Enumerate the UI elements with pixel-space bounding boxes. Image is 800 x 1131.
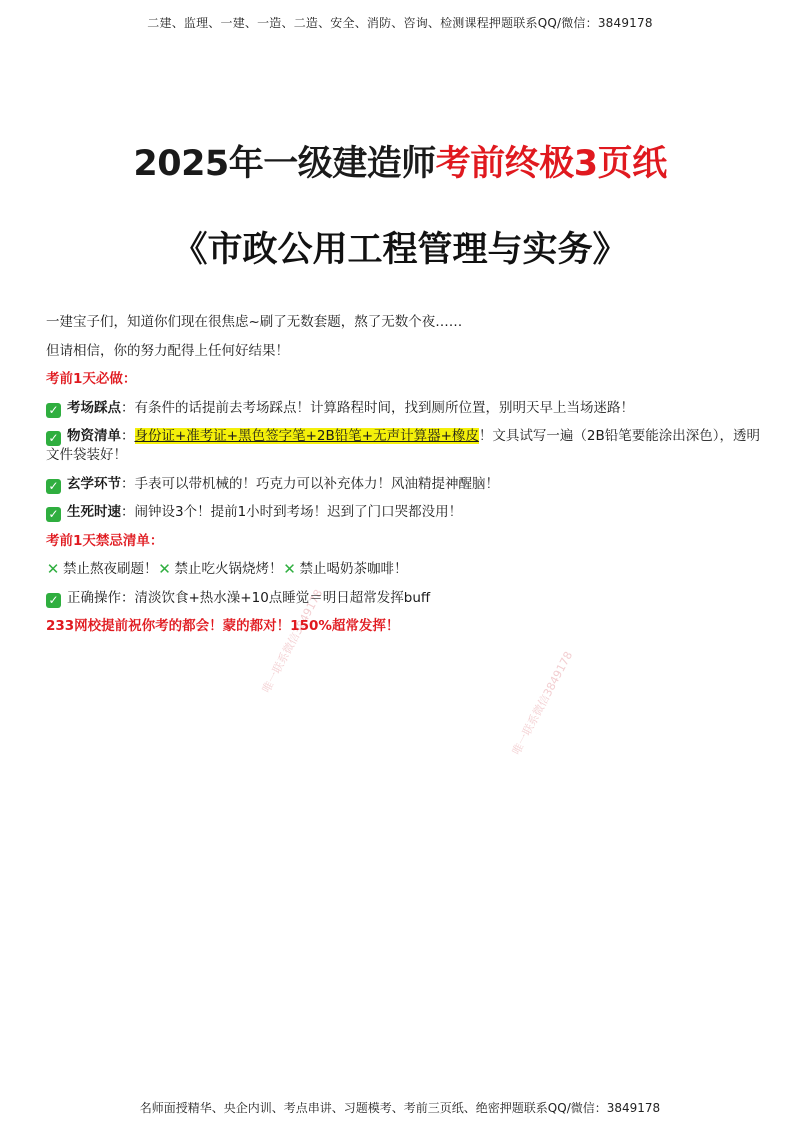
item-separator: ：	[121, 428, 135, 444]
highlighted-supplies: 身份证+准考证+黑色签字笔+2B铅笔+无声计算器+橡皮	[134, 428, 479, 444]
cross-icon: ✕	[46, 560, 60, 578]
check-icon: ✓	[46, 593, 61, 608]
must-do-item	[46, 399, 766, 418]
check-icon: ✓	[46, 403, 61, 418]
item-text: ！文具试写一遍（2B铅笔要能涂出深色），透明文件袋装好！	[46, 428, 761, 463]
must-do-heading: 考前1天必做：	[46, 371, 137, 387]
watermark: 唯一联系微信3849178	[509, 649, 576, 758]
taboo-heading: 考前1天禁忌清单：	[46, 532, 164, 549]
item-key: 考场踩点	[67, 399, 121, 416]
item-key: 生死时速	[67, 504, 121, 520]
intro-line: 但请相信，你的努力配得上任何好结果！	[46, 342, 289, 359]
must-do-item	[46, 475, 766, 494]
watermark: 唯一联系微信3849178	[259, 587, 326, 696]
check-icon: ✓	[46, 479, 61, 494]
forbidden-item: 禁止喝奶茶咖啡！	[299, 561, 408, 577]
cross-icon: ✕	[158, 560, 171, 578]
page-subtitle: 《市政公用工程管理与实务》	[172, 230, 628, 270]
item-key: 玄学环节	[67, 475, 121, 492]
item-key: 物资清单	[67, 428, 121, 444]
check-icon: ✓	[46, 431, 61, 446]
footer-contact-note: 名师面授精华、央企内训、考点串讲、习题模考、考前三页纸、绝密押题联系QQ/微信：3849178	[139, 1101, 661, 1115]
title-part-red: 考前终极3页纸	[435, 144, 667, 184]
item-text: ：闹钟设3个！提前1小时到考场！迟到了门口哭都没用！	[121, 504, 463, 520]
page-title	[0, 136, 800, 186]
taboo-forbidden-line	[46, 560, 766, 579]
title-part-black: 2025年一级建造师	[133, 144, 436, 184]
taboo-correct-line	[46, 589, 766, 608]
must-do-item	[46, 503, 766, 522]
item-text: ：手表可以带机械的！巧克力可以补充体力！风油精提神醒脑！	[121, 475, 499, 492]
intro-line: 一建宝子们，知道你们现在很焦虑~刷了无数套题，熬了无数个夜……	[46, 314, 463, 330]
forbidden-item: 禁止熬夜刷题！	[63, 561, 158, 577]
correct-text: 正确操作：清淡饮食+热水澡+10点睡觉＝明日超常发挥buff	[67, 589, 431, 606]
forbidden-item: 禁止吃火锅烧烤！	[174, 561, 283, 577]
main-content	[46, 313, 766, 650]
check-icon: ✓	[46, 507, 61, 522]
closing-line: 233网校提前祝你考的都会！蒙的都对！150%超常发挥！	[46, 618, 400, 634]
cross-icon: ✕	[283, 560, 296, 578]
must-do-item	[46, 427, 766, 465]
header-contact-note: 二建、监理、一建、一造、二造、安全、消防、咨询、检测课程押题联系QQ/微信：3849178	[147, 16, 653, 30]
item-text: ：有条件的话提前去考场踩点！计算路程时间，找到厕所位置，别明天早上当场迷路！	[121, 399, 634, 416]
